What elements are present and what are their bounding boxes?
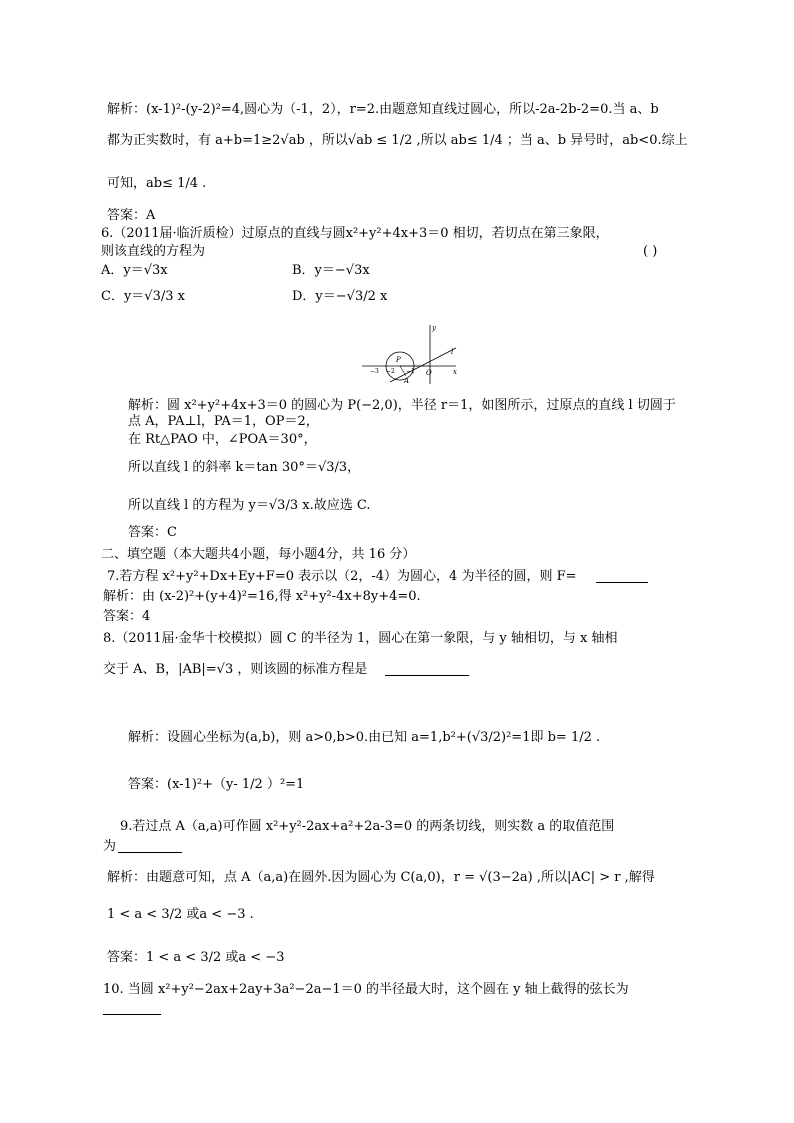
text-line-l25: 1 < a < 3/2 或a < −3 . [107,907,254,922]
text-line-l22: 9.若过点 A（a,a)可作圆 x²+y²-2ax+a²+2a-3=0 的两条切线，则实数 a 的取值范围 [120,819,615,834]
text-line-l26: 答案：1 < a < 3/2 或a < −3 [107,950,285,965]
text-line-l10: 所以直线 l 的斜率 k＝tan 30°＝√3/3， [128,460,361,475]
text-line-l4: 答案：A [107,208,156,223]
point-a-label: A [404,377,410,385]
text-line-l13: 二、填空题（本大题共4小题，每小题4分，共 16 分） [101,547,416,562]
answer-paren: ( ) [643,244,658,259]
text-line-l21: 答案：(x-1)²+（y- 1/2 ）²=1 [128,777,305,792]
text-line-l9: 在 Rt△PAO 中，∠POA＝30°， [128,432,317,447]
text-line-l27: 10. 当圆 x²+y²−2ax+2ay+3a²−2a−1＝0 的半径最大时，这个圆在 y 轴上截得的弦长为 [103,982,629,997]
text-line-l14: 7.若方程 x²+y²+Dx+Ey+F=0 表示以（2，-4）为圆心，4 为半径的圆，则 F= [107,569,577,584]
tick-minus3-label: −3 [370,368,379,375]
text-line-l18: 交于 A、B，|AB|=√3 ，则该圆的标准方程是 [103,662,368,677]
text-line-l24: 解析：由题意可知，点 A（a,a)在圆外.因为圆心为 C(a,0)，r = √(3−2a) ,所以|AC| > r ,解得 [107,870,655,885]
tangent-line [390,348,456,382]
tick-minus2-label: −2 [386,368,395,375]
point-p-label: P [396,356,401,364]
choice-D: D．y＝−√3/2 x [292,289,388,304]
answer-blank-7[interactable] [596,570,648,583]
answer-blank-10[interactable] [103,1002,161,1015]
circle-tangent-figure [360,322,460,386]
text-line-l7: 解析：圆 x²+y²+4x+3＝0 的圆心为 P(−2,0)，半径 r＝1，如图所示，过原点的直线 l 切圆于 [128,398,676,413]
text-line-l3: 可知，ab≤ 1/4 . [107,176,207,191]
answer-blank-8[interactable] [385,663,469,676]
choice-B: B．y＝−√3x [292,263,370,278]
text-line-l1: 解析：(x-1)²-(y-2)²=4,圆心为（-1，2），r=2.由题意知直线过圆心，所以-2a-2b-2=0.当 a、b [107,102,659,117]
text-line-l15: 解析：由 (x-2)²+(y+4)²=16,得 x²+y²-4x+8y+4=0. [103,589,421,604]
text-line-l12: 答案：C [128,525,177,540]
choice-A: A．y＝√3x [101,263,168,278]
origin-label: O [426,369,432,377]
text-line-l16: 答案：4 [103,609,151,624]
choice-C: C．y＝√3/3 x [101,289,185,304]
text-line-l6: 则该直线的方程为 [101,244,206,259]
text-line-l8: 点 A，PA⊥l，PA＝1，OP＝2， [128,414,319,429]
text-line-l11: 所以直线 l 的方程为 y＝√3/3 x.故应选 C. [128,498,371,513]
text-line-l5: 6.（2011届·临沂质检）过原点的直线与圆x²+y²+4x+3＝0 相切，若切点在第三象限， [101,226,609,241]
y-label: y [432,324,436,332]
text-line-l2: 都为正实数时，有 a+b=1≥2√ab ，所以√ab ≤ 1/2 ,所以 ab≤ 1/4 ；当 a、b 异号时，ab<0.综上 [107,133,688,148]
x-label: x [453,368,457,376]
text-line-l23: 为 [103,839,117,854]
text-line-l17: 8.（2011届·金华十校模拟）圆 C 的半径为 1，圆心在第一象限，与 y 轴相切，与 x 轴相 [103,631,618,646]
answer-blank-9[interactable] [118,840,182,853]
l-label: l [451,348,454,356]
tick-minus1-label: −1 [406,368,415,375]
text-line-l19: 解析：设圆心坐标为(a,b)，则 a>0,b>0.由已知 a=1,b²+(√3/2)²=1即 b= 1/2 . [128,730,601,745]
